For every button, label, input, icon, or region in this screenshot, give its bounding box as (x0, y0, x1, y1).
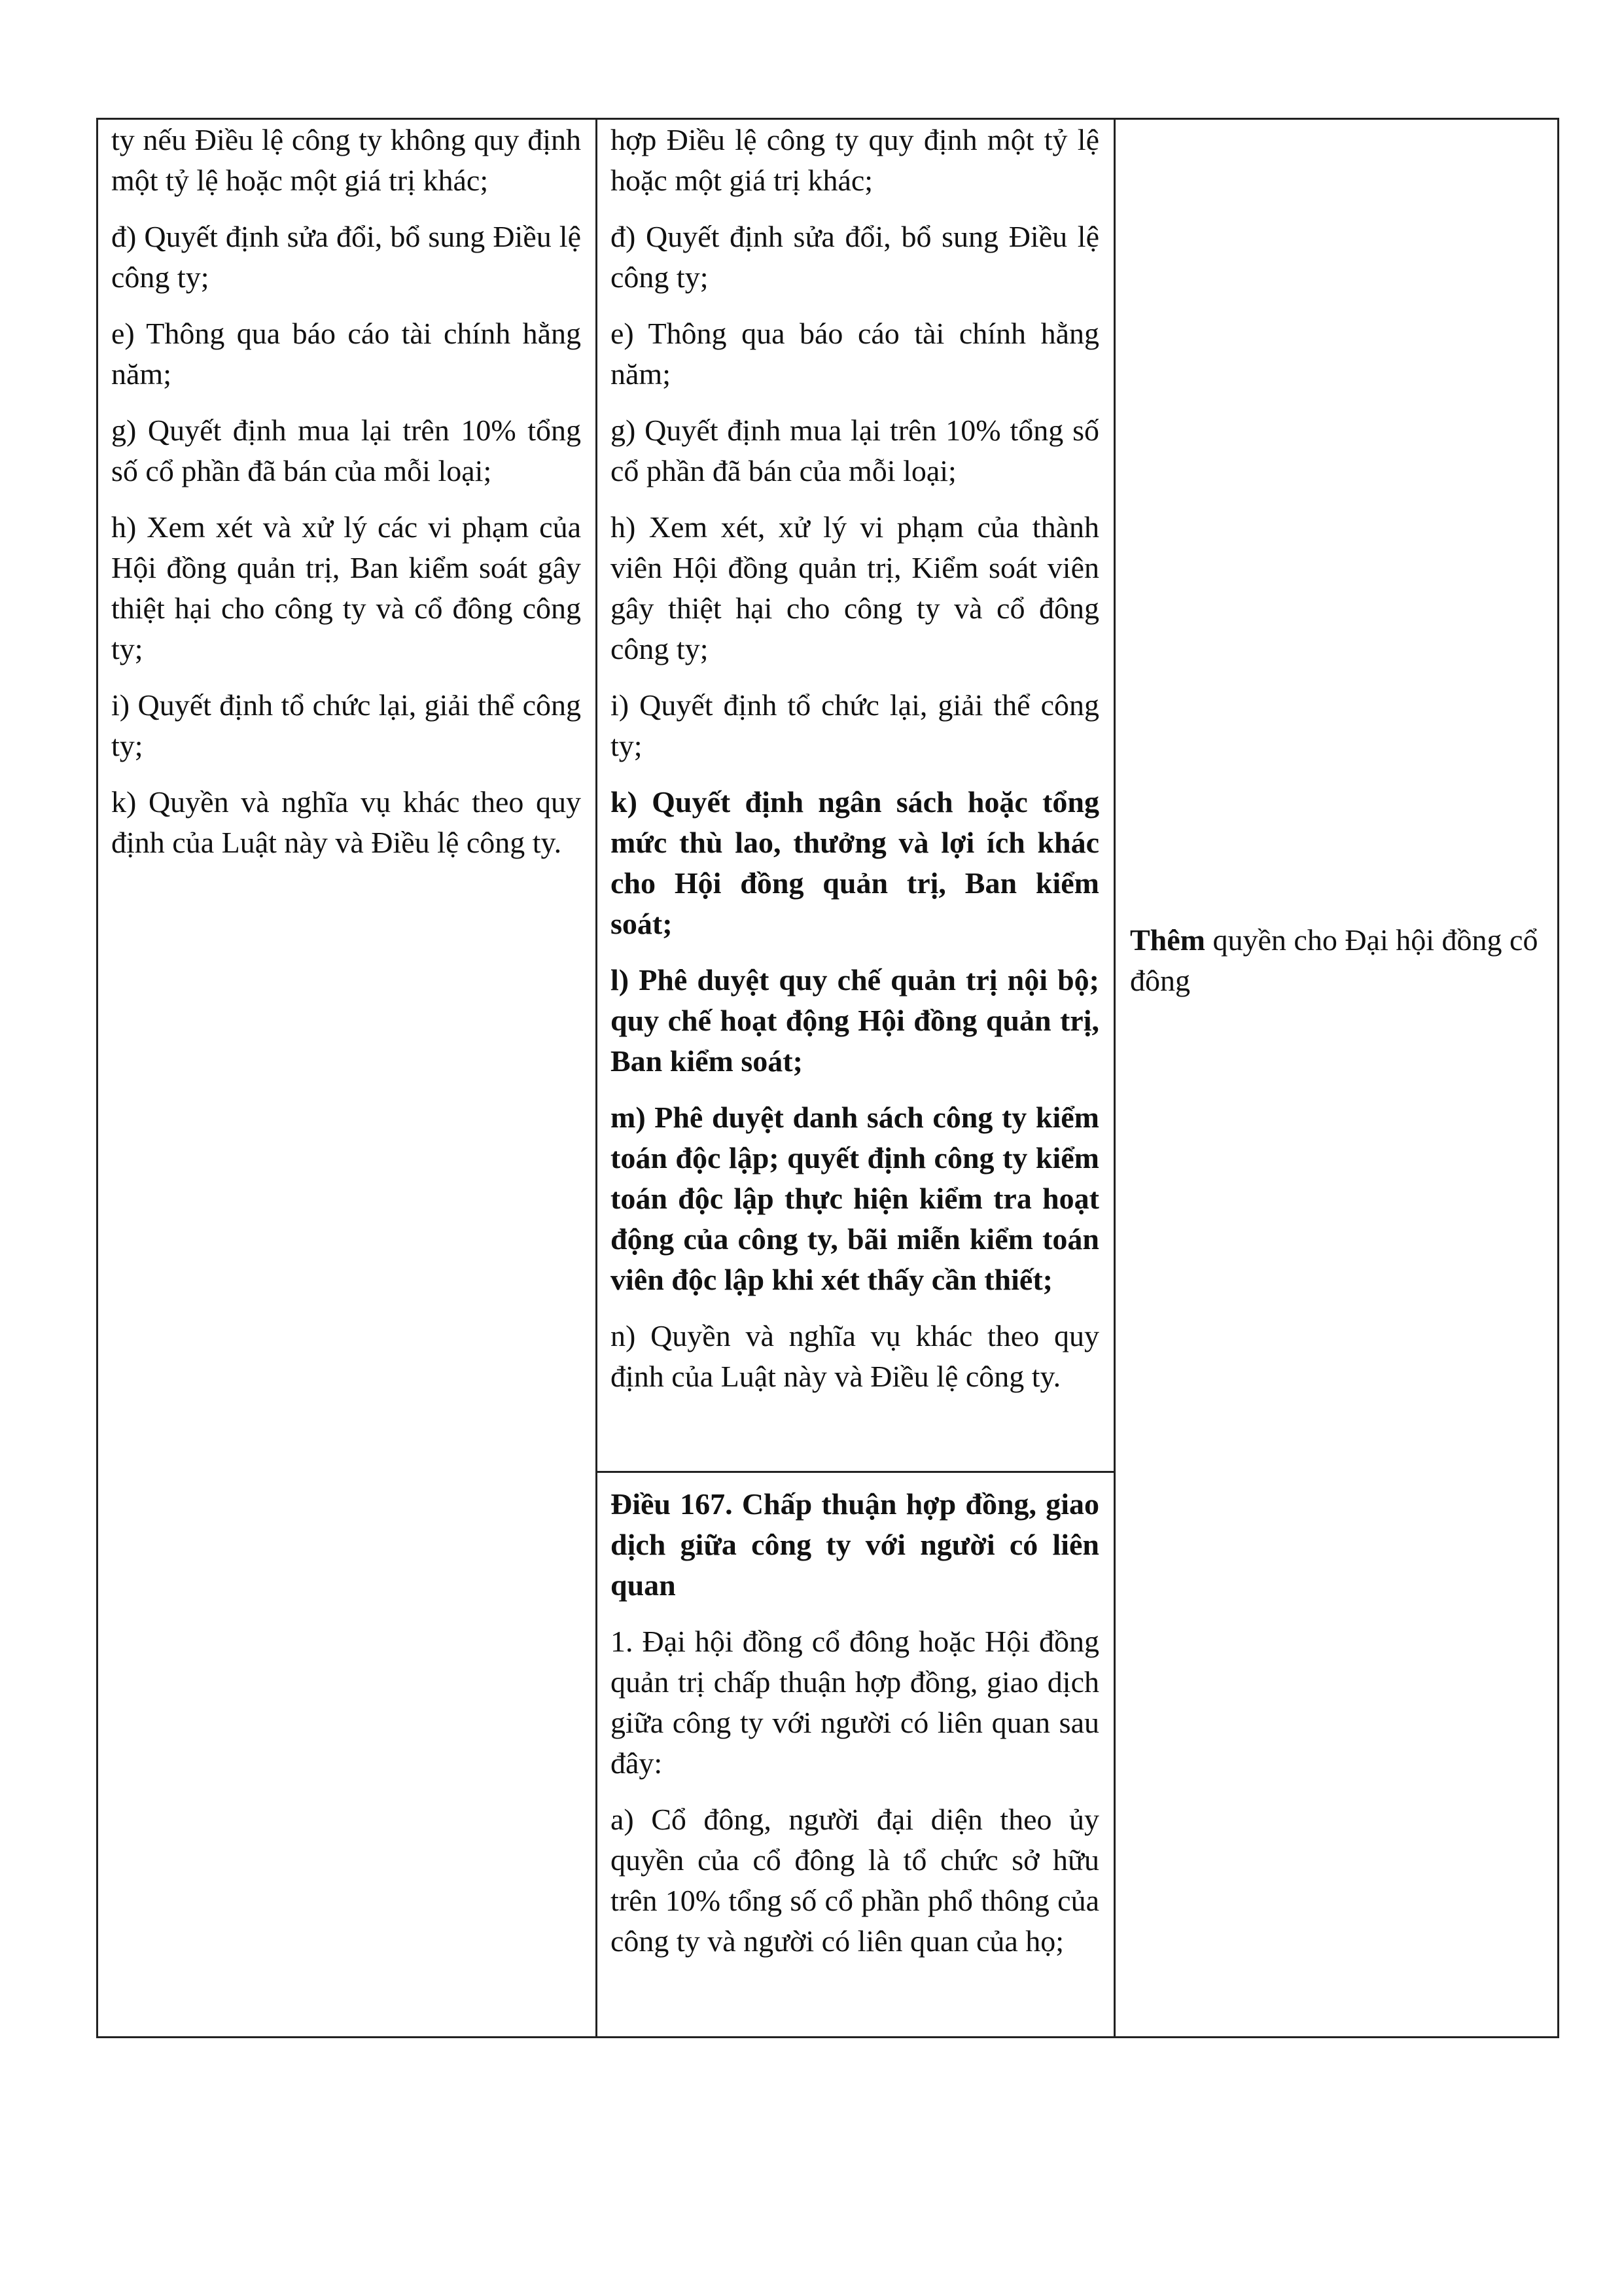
change-note (1130, 920, 1544, 1001)
table-column-old-law (96, 118, 595, 2038)
note-text: quyền cho Đại hội đồng cổ đông (1130, 923, 1538, 997)
old-clause: đ) Quyết định sửa đổi, bổ sung Điều lệ công ty; (111, 220, 581, 294)
article-heading: Điều 167. Chấp thuận hợp đồng, giao dịch giữa công ty với người có liên quan (610, 1487, 1099, 1602)
new-clause: đ) Quyết định sửa đổi, bổ sung Điều lệ công ty; (610, 220, 1099, 294)
old-clause: i) Quyết định tổ chức lại, giải thể công ty; (111, 688, 581, 762)
old-clause: g) Quyết định mua lại trên 10% tổng số cổ phần đã bán của mỗi loại; (111, 414, 581, 487)
new-clause: g) Quyết định mua lại trên 10% tổng số cổ phần đã bán của mỗi loại; (610, 414, 1099, 487)
new-clause: hợp Điều lệ công ty quy định một tỷ lệ hoặc một giá trị khác; (610, 123, 1099, 197)
new-clause: e) Thông qua báo cáo tài chính hằng năm; (610, 317, 1099, 391)
old-clause: k) Quyền và nghĩa vụ khác theo quy định của Luật này và Điều lệ công ty. (111, 785, 581, 859)
table-column-notes (1116, 118, 1559, 2038)
new-clause: a) Cổ đông, người đại diện theo ủy quyền của cổ đông là tổ chức sở hữu trên 10% tổng số cổ phần phổ thông của công ty và người có liên quan của họ; (610, 1803, 1099, 1958)
old-law-cell (111, 120, 581, 879)
new-clause-added: l) Phê duyệt quy chế quản trị nội bộ; quy chế hoạt động Hội đồng quản trị, Ban kiểm soát; (610, 963, 1099, 1078)
new-clause-added: k) Quyết định ngân sách hoặc tổng mức thù lao, thưởng và lợi ích khác cho Hội đồng quản trị, Ban kiểm soát; (610, 785, 1099, 940)
row-divider (595, 1471, 1116, 1473)
new-clause: i) Quyết định tổ chức lại, giải thể công ty; (610, 688, 1099, 762)
new-clause: 1. Đại hội đồng cổ đông hoặc Hội đồng quản trị chấp thuận hợp đồng, giao dịch giữa công ty với người có liên quan sau đây: (610, 1625, 1099, 1780)
old-clause: e) Thông qua báo cáo tài chính hằng năm; (111, 317, 581, 391)
old-clause: h) Xem xét và xử lý các vi phạm của Hội đồng quản trị, Ban kiểm soát gây thiệt hại cho công ty và cổ đông công ty; (111, 510, 581, 665)
new-law-cell-top (610, 120, 1099, 1413)
table-column-new-law (595, 118, 1116, 2038)
new-clause-added: m) Phê duyệt danh sách công ty kiểm toán độc lập; quyết định công ty kiểm toán độc lập thực hiện kiểm tra hoạt động của công ty, bãi miễn kiểm toán viên độc lập khi xét thấy cần thiết; (610, 1101, 1099, 1296)
note-bold: Thêm (1130, 923, 1205, 957)
new-law-cell-bottom (610, 1484, 1099, 1977)
new-clause: h) Xem xét, xử lý vi phạm của thành viên Hội đồng quản trị, Kiểm soát viên gây thiệt hại cho công ty và cổ đông công ty; (610, 510, 1099, 665)
old-clause: ty nếu Điều lệ công ty không quy định một tỷ lệ hoặc một giá trị khác; (111, 123, 581, 197)
new-clause: n) Quyền và nghĩa vụ khác theo quy định của Luật này và Điều lệ công ty. (610, 1319, 1099, 1393)
